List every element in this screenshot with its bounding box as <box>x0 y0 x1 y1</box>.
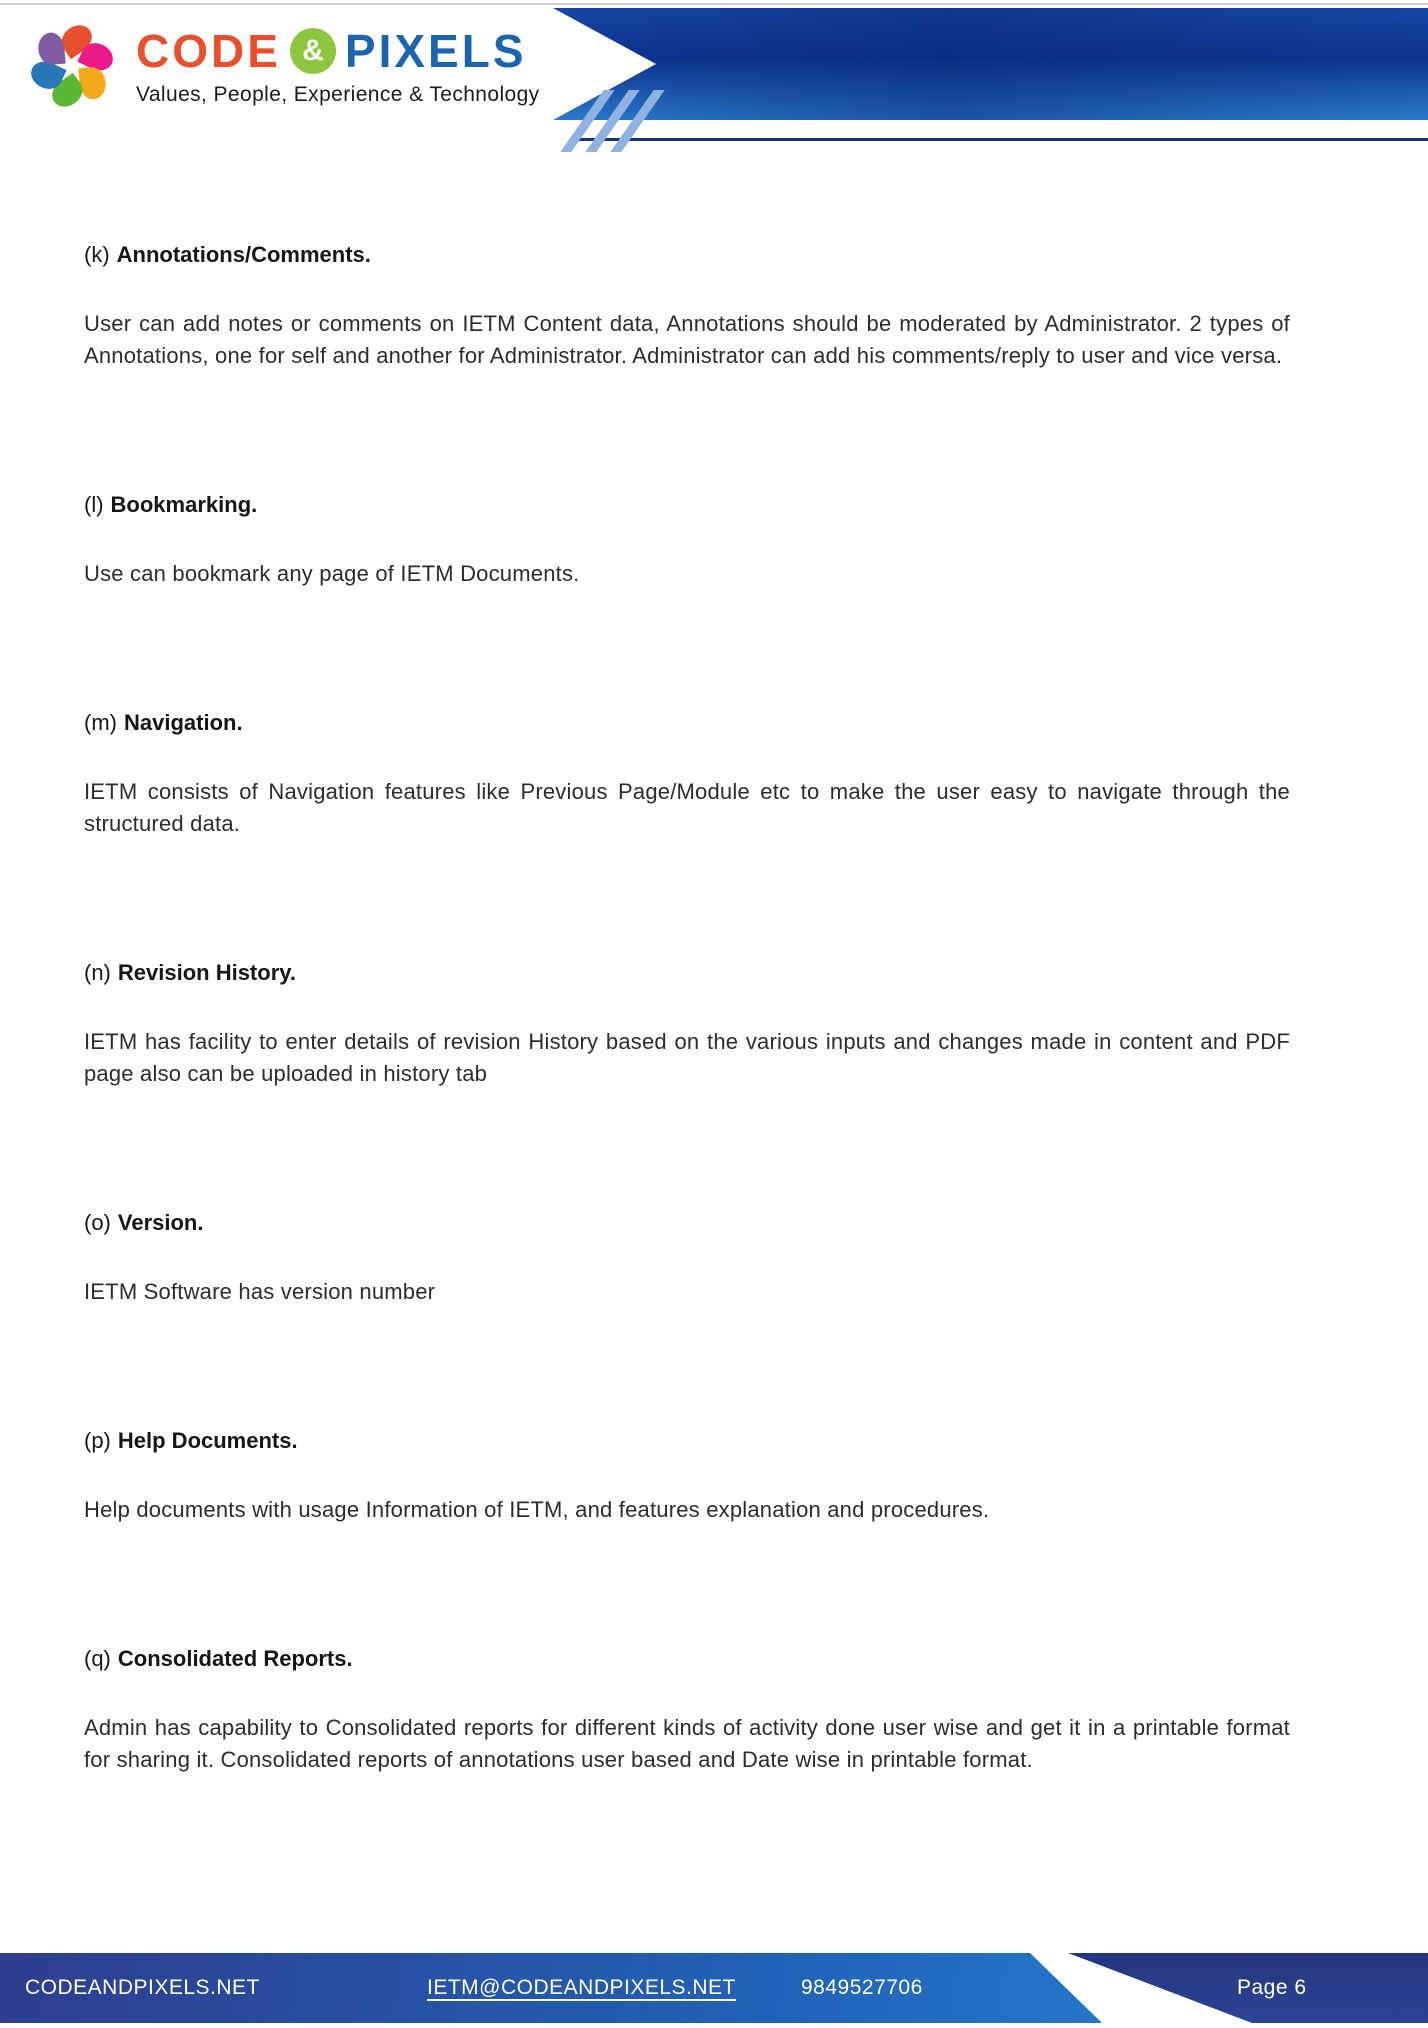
section-body-text: Admin has capability to Consolidated reports for different kinds of activity done user wise and get it in a printable format for sharing it. Consolidated reports of annotations user based and Date wise in printable format. <box>84 1715 1290 1772</box>
footer-phone: 9849527706 <box>801 1976 923 1999</box>
heading-title: Annotations/Comments. <box>116 242 371 267</box>
section-body-text: IETM consists of Navigation features like Previous Page/Module etc to make the user easy to navigate through the structured data. <box>84 779 1290 836</box>
brand-word-pixels: PIXELS <box>344 25 527 77</box>
ampersand: & <box>302 34 324 67</box>
footer-page-number: Page 6 <box>1237 1976 1307 1999</box>
section-body-text: User can add notes or comments on IETM Content data, Annotations should be moderated by Administrator. 2 types of Annotations, one for self and another for Administrator. Administrator can add his comments/reply to user and vice versa. <box>84 311 1290 368</box>
pinwheel-logo-icon <box>26 18 118 114</box>
heading-title: Revision History. <box>117 960 296 985</box>
section-help-documents <box>84 1426 1290 1526</box>
section-bookmarking <box>84 490 1290 590</box>
heading-index: (n) <box>84 960 111 985</box>
section-body-text: Use can bookmark any page of IETM Documents. <box>84 561 580 586</box>
petal-orange <box>78 66 107 100</box>
heading-title: Help Documents. <box>117 1428 298 1453</box>
header-banner-underline <box>570 138 1428 141</box>
brand-word-code: CODE <box>136 25 281 77</box>
section-heading <box>84 490 1290 520</box>
section-heading <box>84 708 1290 738</box>
ampersand-badge <box>290 28 336 74</box>
page-header <box>0 0 1428 150</box>
page-footer <box>0 1953 1428 2023</box>
section-body-text: IETM Software has version number <box>84 1279 436 1304</box>
section-annotations <box>84 240 1290 372</box>
heading-index: (q) <box>84 1646 111 1671</box>
heading-index: (l) <box>84 492 104 517</box>
section-version <box>84 1208 1290 1308</box>
section-body-text: IETM has facility to enter details of revision History based on the various inputs and changes made in content and PDF page also can be uploaded in history tab <box>84 1029 1290 1086</box>
heading-title: Consolidated Reports. <box>117 1646 353 1671</box>
section-heading <box>84 1426 1290 1456</box>
heading-title: Navigation. <box>123 710 243 735</box>
section-heading <box>84 1644 1290 1674</box>
heading-title: Version. <box>117 1210 204 1235</box>
heading-index: (p) <box>84 1428 111 1453</box>
heading-index: (o) <box>84 1210 111 1235</box>
section-heading <box>84 240 1290 270</box>
footer-email-link[interactable]: IETM@CODEANDPIXELS.NET <box>427 1976 736 1999</box>
heading-title: Bookmarking. <box>110 492 258 517</box>
section-heading <box>84 1208 1290 1238</box>
section-heading <box>84 958 1290 988</box>
brand-tagline: Values, People, Experience & Technology <box>136 83 540 106</box>
footer-website: CODEANDPIXELS.NET <box>25 1976 260 1999</box>
brand-logo <box>26 18 540 114</box>
header-banner-ribbon <box>553 8 1428 120</box>
section-consolidated-reports <box>84 1644 1290 1776</box>
document-body <box>84 240 1290 1894</box>
heading-index: (m) <box>84 710 117 735</box>
brand-text <box>136 18 540 107</box>
heading-index: (k) <box>84 242 110 267</box>
section-revision-history <box>84 958 1290 1090</box>
section-body-text: Help documents with usage Information of IETM, and features explanation and procedures. <box>84 1497 990 1522</box>
section-navigation <box>84 708 1290 840</box>
top-divider <box>0 3 1428 5</box>
